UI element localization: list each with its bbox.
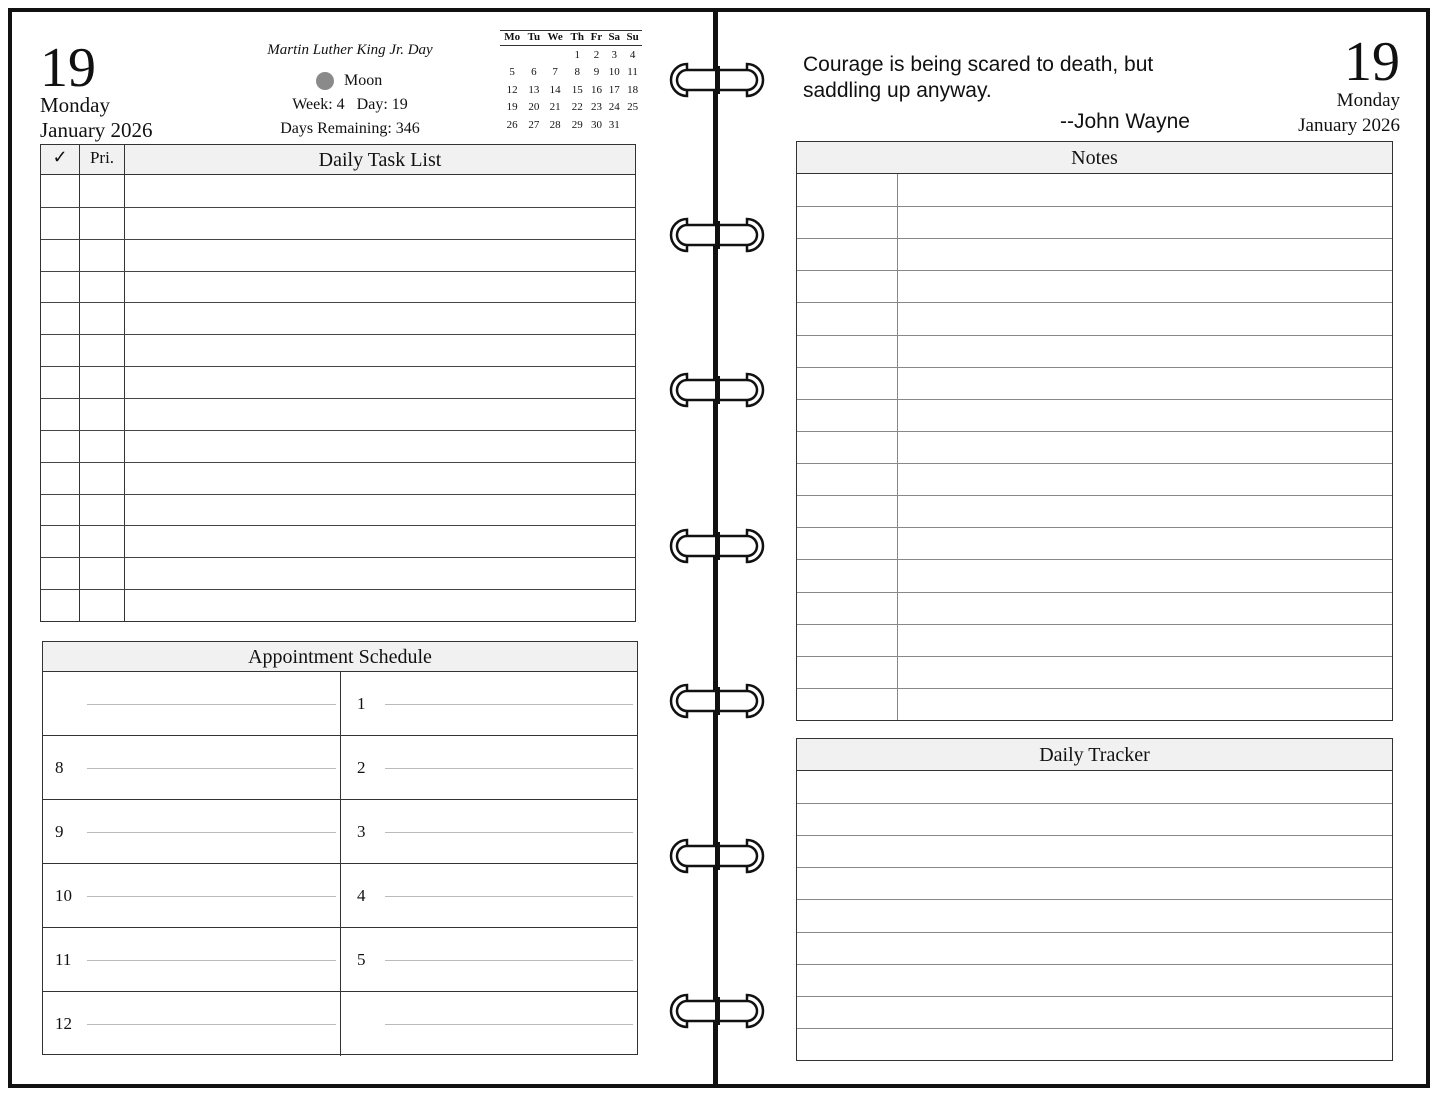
notes-row-line <box>797 656 1392 657</box>
calendar-week-row <box>500 46 642 64</box>
appointment-hour: 3 <box>357 822 366 841</box>
appointment-schedule <box>42 641 638 1055</box>
calendar-day <box>524 46 543 64</box>
daily-tracker <box>796 738 1393 1061</box>
notes-row-line <box>797 270 1392 271</box>
calendar-weekday-header: Tu <box>524 31 543 46</box>
task-row-line <box>41 271 635 272</box>
left-month-year: January 2026 <box>40 118 153 142</box>
left-day-name: Monday <box>40 93 110 117</box>
notes-row-line <box>797 431 1392 432</box>
moon-phase <box>316 72 382 90</box>
moon-label: Moon <box>344 72 383 89</box>
appointment-writing-line <box>87 704 336 705</box>
binder-ring-icon <box>665 836 769 876</box>
tracker-row-line <box>797 996 1392 997</box>
calendar-day: 19 <box>506 101 518 114</box>
binder-ring-icon <box>665 526 769 566</box>
task-row-line <box>41 207 635 208</box>
tracker-row-line <box>797 899 1392 900</box>
notes-row-line <box>797 688 1392 689</box>
calendar-day: 25 <box>627 101 639 114</box>
left-day-number: 19 <box>40 37 96 99</box>
calendar-weekday-header: Th <box>567 31 588 46</box>
holiday-label: Martin Luther King Jr. Day <box>267 42 433 58</box>
calendar-day: 11 <box>627 66 638 79</box>
notes-row-line <box>797 335 1392 336</box>
quote-text: Courage is being scared to death, but saddling up anyway. <box>803 53 1154 102</box>
task-row-line <box>41 334 635 335</box>
check-column-divider <box>79 145 80 621</box>
notes-row-line <box>797 527 1392 528</box>
appointment-writing-line <box>385 832 633 833</box>
tracker-row-line <box>797 964 1392 965</box>
appointment-hour: 5 <box>357 950 366 969</box>
calendar-day: 15 <box>571 83 583 96</box>
appointment-hour: 12 <box>55 1014 72 1033</box>
check-column-header: ✓ <box>52 147 68 167</box>
notes-row-line <box>797 302 1392 303</box>
appointment-slot[interactable] <box>340 928 637 991</box>
calendar-weekday-header: Fr <box>588 31 606 46</box>
priority-column-header: Pri. <box>89 148 115 167</box>
appointment-slot[interactable] <box>340 800 637 863</box>
calendar-weekday-header: Su <box>623 31 642 46</box>
task-row-line <box>41 239 635 240</box>
appointment-writing-line <box>87 960 336 961</box>
task-list-title: Daily Task List <box>318 149 442 171</box>
appointment-row <box>43 864 637 928</box>
calendar-day: 4 <box>629 48 636 61</box>
calendar-day: 22 <box>571 101 583 114</box>
notes-row-line <box>797 463 1392 464</box>
appointment-slot[interactable] <box>43 864 340 927</box>
calendar-day: 27 <box>528 118 540 131</box>
task-row-line <box>41 302 635 303</box>
calendar-day <box>543 46 566 64</box>
calendar-day: 10 <box>608 66 620 79</box>
appointment-hour: 4 <box>357 886 366 905</box>
calendar-day: 17 <box>608 83 620 96</box>
calendar-weekday-header: We <box>543 31 566 46</box>
calendar-day: 2 <box>593 48 600 61</box>
calendar-day: 28 <box>549 118 561 131</box>
calendar-day: 26 <box>506 118 518 131</box>
appointment-hour: 9 <box>55 822 64 841</box>
calendar-day: 6 <box>531 66 537 79</box>
tracker-title: Daily Tracker <box>797 739 1392 771</box>
binder-ring-icon <box>665 991 769 1031</box>
notes-row-line <box>797 238 1392 239</box>
appointment-hour: 10 <box>55 886 72 905</box>
tracker-row-line <box>797 835 1392 836</box>
tracker-row-line <box>797 867 1392 868</box>
calendar-day: 8 <box>574 66 580 79</box>
priority-column-divider <box>124 145 125 621</box>
notes-section <box>796 141 1393 721</box>
task-row-line <box>41 366 635 367</box>
calendar-day: 13 <box>528 83 540 96</box>
calendar-day: 3 <box>611 48 617 61</box>
calendar-day: 5 <box>509 66 515 79</box>
appointment-slot[interactable] <box>43 800 340 863</box>
binder-ring-icon <box>665 215 769 255</box>
notes-row-line <box>797 206 1392 207</box>
appointment-row <box>43 800 637 864</box>
calendar-day: 16 <box>590 83 602 96</box>
notes-margin-divider <box>897 174 898 720</box>
right-day-number: 19 <box>1344 31 1400 93</box>
appointment-schedule-title: Appointment Schedule <box>43 642 637 672</box>
calendar-day: 29 <box>571 118 583 131</box>
appointment-hour: 8 <box>55 758 64 777</box>
task-row-line <box>41 430 635 431</box>
calendar-day: 21 <box>549 101 561 114</box>
tracker-row-line <box>797 803 1392 804</box>
appointment-slot[interactable] <box>43 672 340 735</box>
appointment-writing-line <box>87 1024 336 1025</box>
appointment-slot[interactable] <box>43 736 340 799</box>
calendar-week-row <box>500 64 642 82</box>
calendar-day: 9 <box>593 66 600 79</box>
tracker-row-line <box>797 932 1392 933</box>
notes-row-line <box>797 559 1392 560</box>
calendar-week-row <box>500 116 642 134</box>
calendar-day: 18 <box>627 83 639 96</box>
appointment-hour: 2 <box>357 758 366 777</box>
notes-row-line <box>797 624 1392 625</box>
appointment-row <box>43 736 637 800</box>
calendar-day: 7 <box>552 66 558 79</box>
mini-calendar <box>500 30 642 134</box>
calendar-day: 1 <box>574 48 580 61</box>
appointment-slot[interactable] <box>43 928 340 991</box>
task-row-line <box>41 557 635 558</box>
task-row-line <box>41 494 635 495</box>
calendar-week-row <box>500 99 642 117</box>
notes-row-line <box>797 367 1392 368</box>
calendar-day: 31 <box>608 118 620 131</box>
calendar-day <box>623 116 642 134</box>
daily-task-list <box>40 144 636 622</box>
appointment-writing-line <box>385 704 633 705</box>
tracker-row-line <box>797 1028 1392 1029</box>
calendar-weekday-header: Sa <box>605 31 623 46</box>
calendar-day: 23 <box>590 101 602 114</box>
appointment-row <box>43 928 637 992</box>
notes-row-line <box>797 592 1392 593</box>
binder-ring-icon <box>665 60 769 100</box>
appointment-slot[interactable] <box>43 992 340 1056</box>
appointment-slot[interactable] <box>340 864 637 927</box>
right-day-name: Monday <box>1336 90 1400 111</box>
quote-author: --John Wayne <box>1060 110 1190 133</box>
calendar-day: 14 <box>549 83 561 96</box>
task-row-line <box>41 462 635 463</box>
week-day-info: Week: 4 Day: 19 <box>292 96 408 113</box>
task-row-line <box>41 589 635 590</box>
binder-ring-icon <box>665 681 769 721</box>
notes-title: Notes <box>797 142 1392 174</box>
appointment-hour: 1 <box>357 694 366 713</box>
calendar-day: 20 <box>528 101 540 114</box>
appointment-writing-line <box>87 768 336 769</box>
task-row-line <box>41 398 635 399</box>
appointment-writing-line <box>385 768 633 769</box>
appointment-writing-line <box>385 1024 633 1025</box>
appointment-slot[interactable] <box>340 992 637 1056</box>
binder-ring-icon <box>665 370 769 410</box>
moon-icon <box>316 72 334 90</box>
calendar-week-row <box>500 81 642 99</box>
calendar-day: 12 <box>506 83 518 96</box>
appointment-slot[interactable] <box>340 736 637 799</box>
appointment-row <box>43 992 637 1056</box>
calendar-day: 24 <box>608 101 620 114</box>
appointment-hour: 11 <box>55 950 72 969</box>
notes-row-line <box>797 495 1392 496</box>
right-month-year: January 2026 <box>1298 115 1400 136</box>
calendar-weekday-header: Mo <box>500 31 524 46</box>
task-row-line <box>41 525 635 526</box>
appointment-writing-line <box>87 832 336 833</box>
task-list-header <box>41 145 635 175</box>
appointment-writing-line <box>385 896 633 897</box>
appointment-writing-line <box>87 896 336 897</box>
appointment-slot[interactable] <box>340 672 637 735</box>
calendar-day: 30 <box>590 118 602 131</box>
appointment-row <box>43 672 637 736</box>
calendar-day <box>500 46 524 64</box>
notes-row-line <box>797 399 1392 400</box>
days-remaining: Days Remaining: 346 <box>280 120 420 137</box>
appointment-writing-line <box>385 960 633 961</box>
